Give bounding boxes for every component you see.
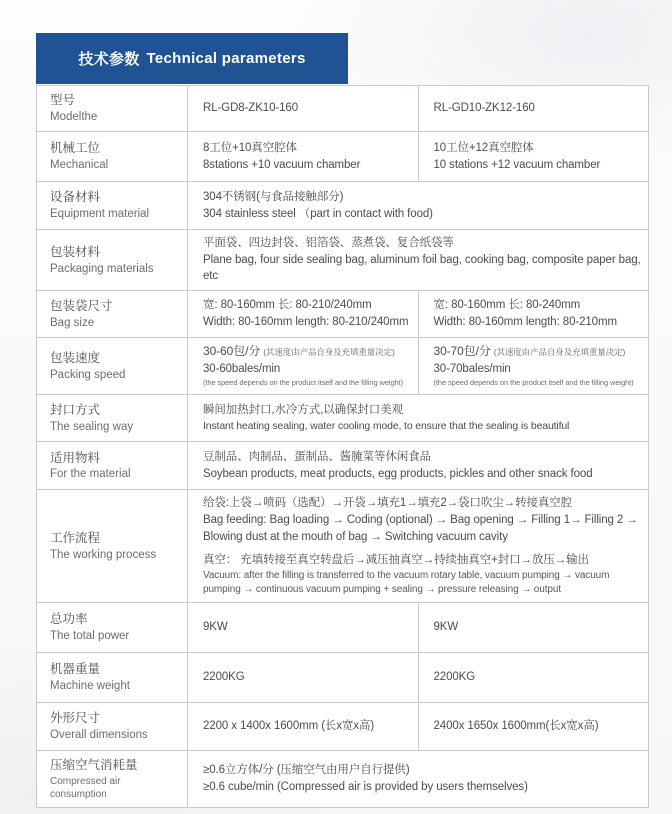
spec-text: Bag feeding: Bag loading → Coding (optional) → Bag opening → Filling 1→ Filling 2 → Blowing dust at the mouth of bag → Switching vacuum cavity	[203, 514, 638, 543]
table-row	[37, 291, 648, 338]
row-label	[37, 751, 188, 807]
table-row	[37, 395, 648, 442]
row-label-en: Bag size	[50, 316, 95, 329]
row-label-en: Machine weight	[50, 680, 130, 693]
table-row	[37, 490, 648, 603]
table-row	[37, 230, 648, 291]
spec-text	[203, 343, 412, 361]
row-label-en: Modelthe	[50, 111, 98, 124]
spec-value-cell	[418, 86, 649, 131]
spec-text: 30-70bales/min	[433, 362, 511, 375]
row-label	[37, 395, 188, 441]
spec-value-cell	[188, 703, 418, 750]
row-label	[37, 132, 188, 181]
row-label-zh: 机器重量	[50, 662, 101, 677]
row-label	[37, 603, 188, 652]
spec-text: 304 stainless steel （part in contact with food)	[203, 207, 433, 220]
row-label-zh: 机械工位	[50, 141, 101, 156]
section-title-zh: 技术参数	[78, 51, 140, 68]
row-label-zh: 包装速度	[50, 351, 101, 366]
row-label-zh: 压缩空气消耗量	[50, 758, 138, 773]
row-label-zh: 封口方式	[50, 403, 101, 418]
spec-text: 304不锈钢(与食品接触部分)	[203, 190, 344, 203]
technical-parameters-table	[36, 85, 649, 808]
table-row	[37, 86, 648, 132]
row-label	[37, 703, 188, 750]
row-label-en: Overall dimensions	[50, 729, 148, 742]
section-title-banner	[36, 33, 348, 84]
spec-text-main: 30-60包/分	[203, 344, 261, 359]
row-label-zh: 总功率	[50, 612, 88, 627]
spec-text: 瞬间加热封口,水冷方式,以确保封口美观	[203, 404, 403, 417]
spec-value-cell	[418, 603, 649, 652]
spec-text: (the speed depends on the product itself and the filling weight)	[433, 378, 634, 388]
row-label-zh: 外形尺寸	[50, 711, 101, 726]
row-label-zh: 包装袋尺寸	[50, 298, 113, 313]
spec-value-cell	[188, 395, 648, 441]
spec-value-cell	[188, 490, 648, 602]
spec-value-cell	[188, 230, 648, 290]
table-row	[37, 703, 648, 751]
spec-text: 8stations +10 vacuum chamber	[203, 158, 361, 171]
spec-value-cell	[418, 291, 649, 337]
spec-value-cell	[418, 653, 649, 702]
table-row	[37, 751, 648, 807]
spec-value-cell	[418, 703, 649, 750]
row-label	[37, 653, 188, 702]
spec-text: 10工位+12真空腔体	[433, 141, 534, 154]
table-row	[37, 132, 648, 182]
spec-text: 8工位+10真空腔体	[203, 141, 297, 154]
row-label-en: The working process	[50, 548, 157, 561]
row-label-en: For the material	[50, 468, 131, 481]
spec-text: 2200KG	[433, 671, 476, 684]
section-title-en: Technical parameters	[146, 50, 306, 67]
spec-text: 10 stations +12 vacuum chamber	[433, 158, 601, 171]
spec-text	[434, 343, 643, 361]
row-label	[37, 338, 188, 394]
spec-value-cell	[188, 86, 418, 131]
spec-text: 9KW	[203, 621, 228, 634]
spec-text: 宽: 80-160mm 长: 80-240mm	[433, 299, 581, 312]
spec-value-cell	[188, 751, 648, 807]
table-row	[37, 603, 648, 653]
row-label-zh: 设备材料	[50, 190, 101, 205]
spec-text: 9KW	[433, 621, 459, 634]
table-row	[37, 442, 648, 490]
spec-text: 真空： 充填转接至真空转盘后→减压抽真空→持续抽真空+封口→放压→输出	[203, 554, 589, 567]
spec-text: Soybean products, meat products, egg products, pickles and other snack food	[203, 467, 593, 480]
spec-text: ≥0.6立方体/分 (压缩空气由用户自行提供)	[203, 764, 410, 777]
row-label-zh: 包装材料	[50, 244, 101, 259]
spec-value-cell	[188, 182, 648, 229]
spec-text: ≥0.6 cube/min (Compressed air is provided by users themselves)	[203, 780, 528, 793]
spec-value-cell	[188, 653, 418, 702]
row-label	[37, 230, 188, 290]
spec-value-cell	[188, 603, 418, 652]
spec-text: 平面袋、四边封袋、铝箔袋、蒸煮袋、复合纸袋等	[203, 237, 454, 249]
row-label	[37, 442, 188, 489]
row-label-zh: 型号	[50, 93, 76, 108]
spec-value-cell	[188, 338, 418, 394]
row-label-zh: 工作流程	[50, 531, 101, 546]
row-label-en: Packaging materials	[50, 262, 154, 275]
spec-text-note: (其速度由产品自身及充填重量决定)	[263, 347, 395, 358]
spec-text: 宽: 80-160mm 长: 80-210/240mm	[203, 299, 372, 312]
row-label	[37, 490, 188, 602]
spec-text: RL-GD8-ZK10-160	[203, 102, 299, 115]
row-label-en: Equipment material	[50, 208, 150, 221]
row-label-zh: 适用物料	[50, 450, 101, 465]
spec-text: (the speed depends on the product itself and the filling weight)	[203, 378, 403, 388]
row-label-en: The sealing way	[50, 420, 134, 433]
spec-text-main: 30-70包/分	[433, 344, 491, 359]
spec-text-note: (其速度由产品自身及充填重量决定)	[493, 347, 626, 358]
spec-text: Width: 80-160mm length: 80-210mm	[433, 316, 617, 329]
row-label	[37, 86, 188, 131]
spec-value-cell	[418, 338, 649, 394]
spec-text: 豆制品、肉制品、蛋制品、酱腌菜等休闲食品	[203, 451, 431, 464]
table-row	[37, 182, 648, 230]
spec-text: RL-GD10-ZK12-160	[433, 102, 535, 115]
spec-text: Width: 80-160mm length: 80-210/240mm	[203, 316, 409, 329]
row-label-en: Mechanical	[50, 159, 109, 172]
spec-text: 2200KG	[203, 671, 245, 684]
spec-text: Plane bag, four side sealing bag, aluminum foil bag, cooking bag, composite paper bag, etc	[203, 253, 641, 283]
spec-text: 2400x 1650x 1600mm(长x宽x高)	[433, 720, 599, 733]
row-label	[37, 291, 188, 337]
table-row	[37, 653, 648, 703]
table-row	[37, 338, 648, 395]
spec-value-cell	[188, 291, 418, 337]
spec-value-cell	[188, 132, 418, 181]
row-label-en: Packing speed	[50, 368, 126, 381]
spec-text: Instant heating sealing, water cooling mode, to ensure that the sealing is beautiful	[203, 420, 570, 433]
spec-text: 给袋:上袋→喷码（选配）→开袋→填充1→填充2→袋口吹尘→转接真空腔	[203, 497, 573, 510]
spec-value-cell	[188, 442, 648, 489]
spec-text: Vacuum: after the filling is transferred to the vacuum rotary table, vacuum pumping → vacuum pumping → continuous vacuum pumping + sealing → pressure releasing → output	[203, 570, 610, 596]
row-label	[37, 182, 188, 229]
spec-text: 2200 x 1400x 1600mm (长x宽x高)	[203, 720, 375, 733]
row-label-en: Compressed air consumption	[50, 775, 121, 801]
spec-text: 30-60bales/min	[203, 362, 281, 375]
spec-value-cell	[418, 132, 649, 181]
row-label-en: The total power	[50, 630, 130, 643]
